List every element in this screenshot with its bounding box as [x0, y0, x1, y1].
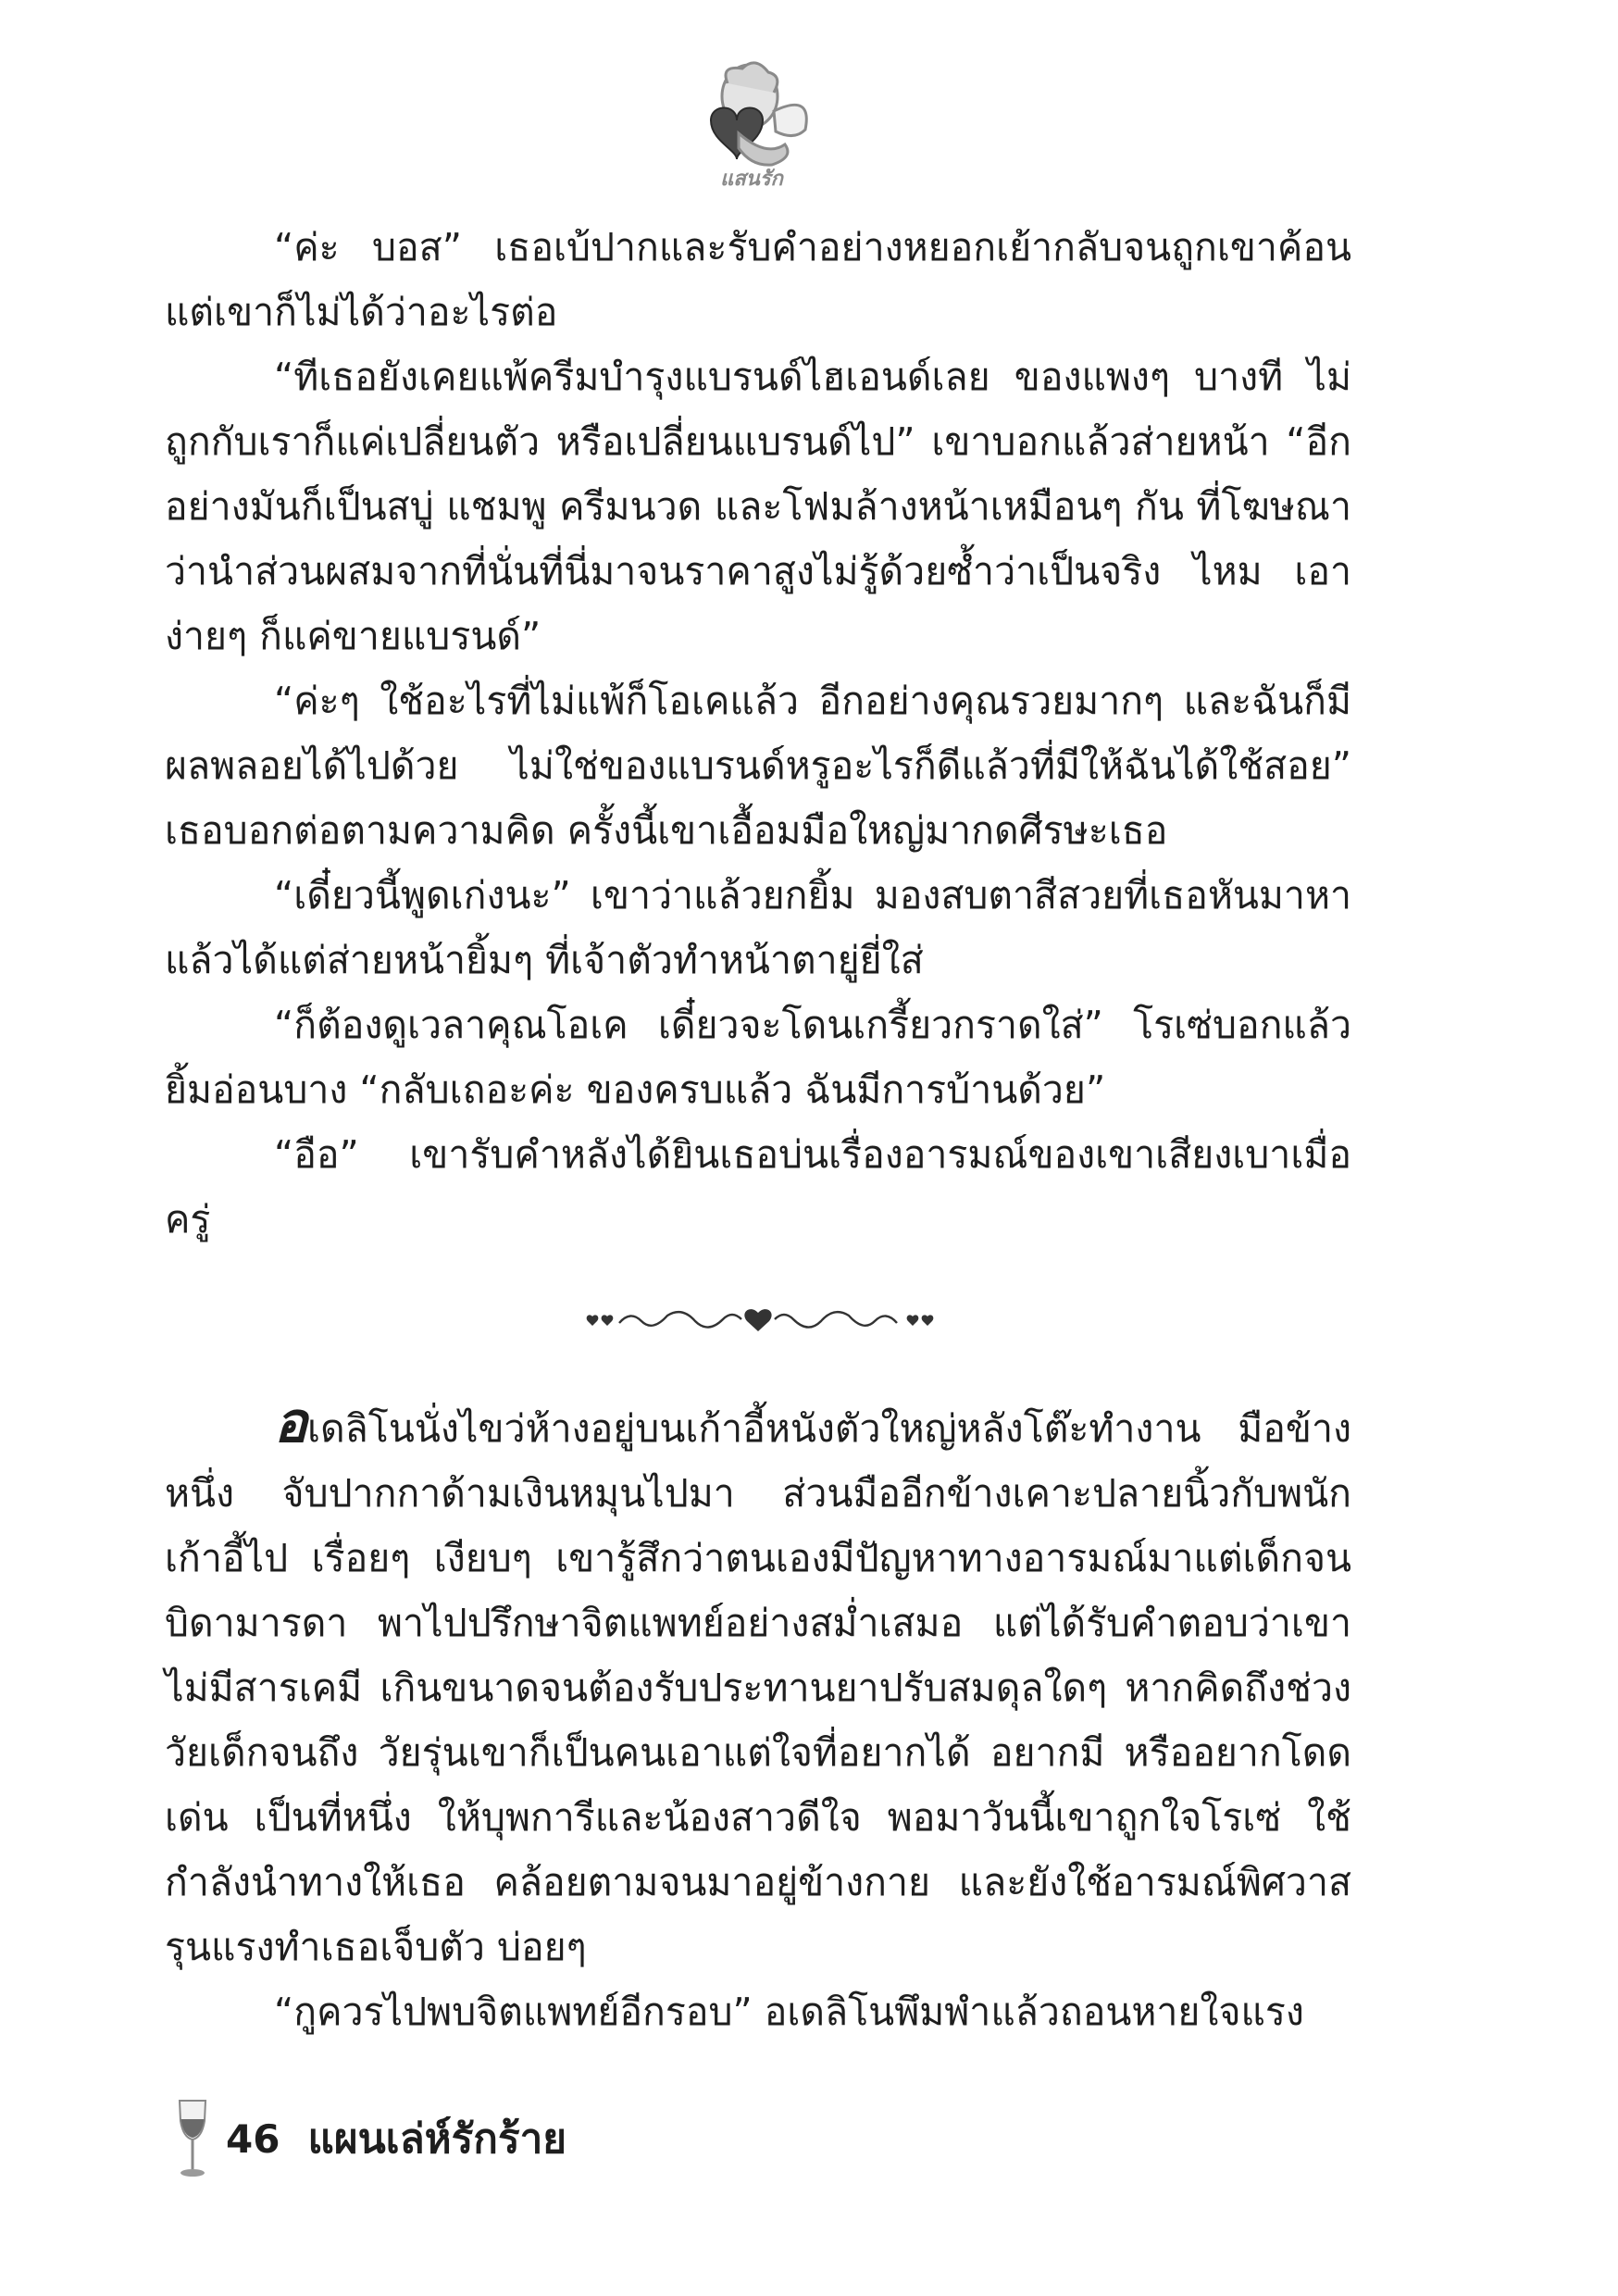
- paragraph: “ก็ต้องดูเวลาคุณโอเค เดี๋ยวจะโดนเกรี้ยวกราดใส่” โรเซ่บอกแล้ว ยิ้มอ่อนบาง “กลับเถอะค่ะ ของครบแล้ว ฉันมีการบ้านด้วย”: [165, 1003, 1351, 1112]
- paragraph-text: เดลิโนนั่งไขว่ห้างอยู่บนเก้าอี้หนังตัวใหญ่หลังโต๊ะทำงาน มือข้างหนึ่ง จับปากกาด้ามเงินหมุนไปมา ส่วนมืออีกข้างเคาะปลายนิ้วกับพนักเก้าอี้ไป เรื่อยๆ เงียบๆ เขารู้สึกว่าตนเองมีปัญหาทางอารมณ์มาแต่เด็กจนบิดามารดา พาไปปรึกษาจิตแพทย์อย่างสม่ำเสมอ แต่ได้รับคำตอบว่าเขาไม่มีสารเคมี เกินขนาดจนต้องรับประทานยาปรับสมดุลใดๆ หากคิดถึงช่วงวัยเด็กจนถึง วัยรุ่นเขาก็เป็นคนเอาแต่ใจที่อยากได้ อยากมี หรืออยากโดดเด่น เป็นที่หนึ่ง ให้บุพการีและน้องสาวดีใจ พอมาวันนี้เขาถูกใจโรเซ่ ใช้กำลังนำทางให้เธอ คล้อยตามจนมาอยู่ข้างกาย และยังใช้อารมณ์พิศวาสรุนแรงทำเธอเจ็บตัว บ่อยๆ: [165, 1406, 1351, 1969]
- cupid-logo: [683, 56, 822, 194]
- paragraph: “กูควรไปพบจิตแพทย์อีกรอบ” อเดลิโนพึมพำแล้วถอนหายใจแรง: [274, 1990, 1304, 2034]
- paragraph: “เดี๋ยวนี้พูดเก่งนะ” เขาว่าแล้วยกยิ้ม มองสบตาสีสวยที่เธอหันมาหา แล้วได้แต่ส่ายหน้ายิ้มๆ ที่เจ้าตัวทำหน้าตายู่ยี่ใส่: [165, 873, 1351, 982]
- paragraph: “ค่ะๆ ใช้อะไรที่ไม่แพ้ก็โอเคแล้ว อีกอย่างคุณรวยมากๆ และฉันก็มี ผลพลอยได้ไปด้วย ไม่ใช่ของแบรนด์หรูอะไรก็ดีแล้วที่มีให้ฉันได้ใช้สอย” เธอบอกต่อตามความคิด ครั้งนี้เขาเอื้อมมือใหญ่มากดศีรษะเธอ: [165, 679, 1351, 853]
- page-body: [165, 215, 1351, 2044]
- drop-cap: อ: [274, 1391, 308, 1455]
- page-number: 46: [226, 2115, 280, 2162]
- paragraph: “ทีเธอยังเคยแพ้ครีมบำรุงแบรนด์ไฮเอนด์เลย ของแพงๆ บางที ไม่ถูกกับเราก็แค่เปลี่ยนตัว หรือเปลี่ยนแบรนด์ไป” เขาบอกแล้วส่ายหน้า “อีกอย่างมันก็เป็นสบู่ แชมพู ครีมนวด และโฟมล้างหน้าเหมือนๆ กัน ที่โฆษณาว่านำส่วนผสมจากที่นั่นที่นี่มาจนราคาสูงไม่รู้ด้วยซ้ำว่าเป็นจริง ไหม เอาง่ายๆ ก็แค่ขายแบรนด์”: [165, 355, 1351, 658]
- flourish-icon: [582, 1303, 934, 1340]
- page-footer: [176, 2088, 566, 2190]
- logo-text: แสนรัก: [720, 168, 783, 191]
- book-title: แผนเล่ห์รักร้าย: [307, 2115, 567, 2163]
- paragraph: [165, 1391, 1351, 1979]
- ornamental-divider: [165, 1252, 1351, 1391]
- paragraph: “อือ” เขารับคำหลังได้ยินเธอบ่นเรื่องอารมณ์ของเขาเสียงเบาเมื่อครู่: [165, 1132, 1351, 1242]
- wine-glass-icon: [176, 2097, 209, 2180]
- paragraph: “ค่ะ บอส” เธอเบ้ปากและรับคำอย่างหยอกเย้ากลับจนถูกเขาค้อน แต่เขาก็ไม่ได้ว่าอะไรต่อ: [165, 225, 1351, 334]
